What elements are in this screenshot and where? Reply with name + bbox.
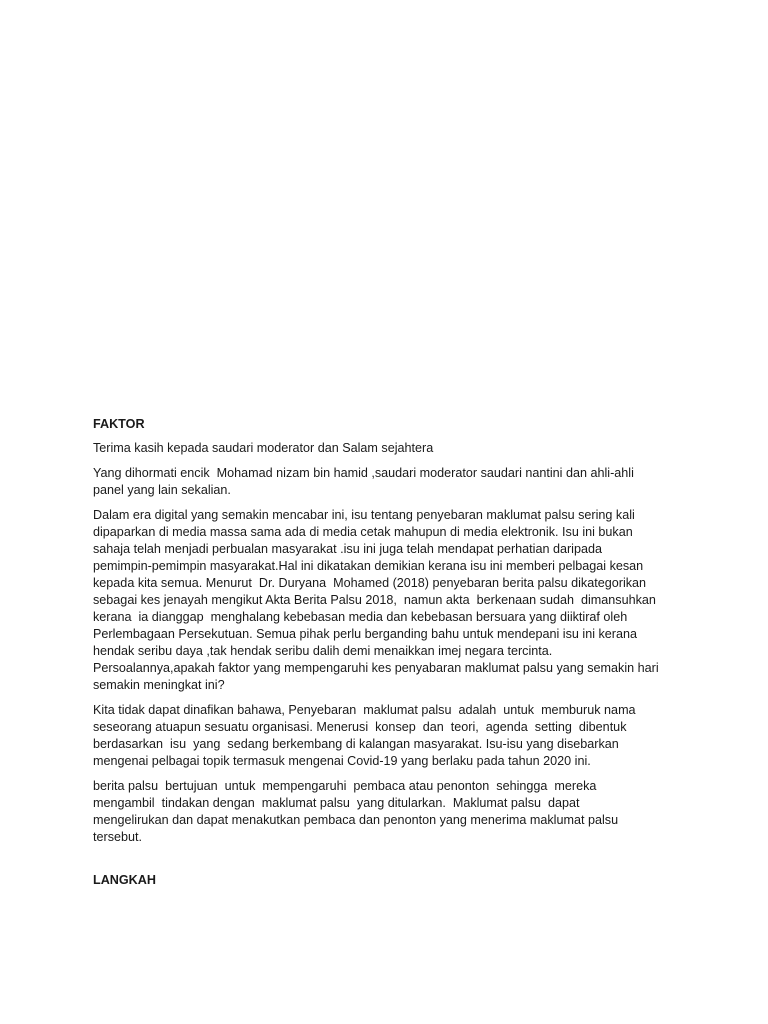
paragraph-argument	[93, 702, 683, 770]
paragraph-salutation	[93, 465, 683, 499]
text-line: kerana ia dianggap menghalang kebebasan media dan kebebasan bersuara yang diiktiraf oleh	[93, 610, 628, 624]
text-line: berdasarkan isu yang sedang berkembang di kalangan masyarakat. Isu-isu yang disebarkan	[93, 737, 619, 751]
text-line: Persoalannya,apakah faktor yang mempengaruhi kes penyabaran maklumat palsu yang semakin hari	[93, 661, 659, 675]
text-line: kepada kita semua. Menurut Dr. Duryana Mohamed (2018) penyebaran berita palsu dikategorikan	[93, 576, 647, 590]
text-line: tersebut.	[93, 830, 143, 844]
text-line: Yang dihormati encik Mohamad nizam bin hamid ,saudari moderator saudari nantini dan ahli-ahli	[93, 466, 634, 480]
text-line: dipaparkan di media massa sama ada di media cetak mahupun di media elektronik. Isu ini bukan	[93, 525, 633, 539]
paragraph-purpose	[93, 778, 683, 846]
text-line: seseorang atuapun sesuatu organisasi. Menerusi konsep dan teori, agenda setting dibentuk	[93, 720, 627, 734]
text-line: Kita tidak dapat dinafikan bahawa, Penyebaran maklumat palsu adalah untuk memburuk nama	[93, 703, 636, 717]
greeting-paragraph: Terima kasih kepada saudari moderator dan Salam sejahtera	[93, 441, 434, 455]
text-line: hendak seribu daya ,tak hendak seribu dalih demi menaikkan imej negara tercinta.	[93, 644, 553, 658]
text-line: panel yang lain sekalian.	[93, 483, 231, 497]
text-line: berita palsu bertujuan untuk mempengaruhi pembaca atau penonton sehingga mereka	[93, 779, 597, 793]
section-heading-faktor: FAKTOR	[93, 417, 145, 431]
text-line: pemimpin-pemimpin masyarakat.Hal ini dikatakan demikian kerana isu ini memberi pelbagai kesan	[93, 559, 644, 573]
text-line: sahaja telah menjadi perbualan masyarakat .isu ini juga telah mendapat perhatian daripada	[93, 542, 602, 556]
text-line: mengenai pelbagai topik termasuk mengenai Covid-19 yang berlaku pada tahun 2020 ini.	[93, 754, 591, 768]
text-line: Dalam era digital yang semakin mencabar ini, isu tentang penyebaran maklumat palsu sering kali	[93, 508, 635, 522]
section-heading-langkah: LANGKAH	[93, 873, 156, 887]
document-body	[93, 416, 683, 896]
paragraph-introduction	[93, 507, 683, 694]
text-line: semakin meningkat ini?	[93, 678, 225, 692]
text-line: mengambil tindakan dengan maklumat palsu yang ditularkan. Maklumat palsu dapat	[93, 796, 580, 810]
text-line: Perlembagaan Persekutuan. Semua pihak perlu berganding bahu untuk mendepani isu ini kerana	[93, 627, 637, 641]
text-line: mengelirukan dan dapat menakutkan pembaca dan penonton yang menerima maklumat palsu	[93, 813, 619, 827]
text-line: sebagai kes jenayah mengikut Akta Berita Palsu 2018, namun akta berkenaan sudah dimansuhkan	[93, 593, 656, 607]
